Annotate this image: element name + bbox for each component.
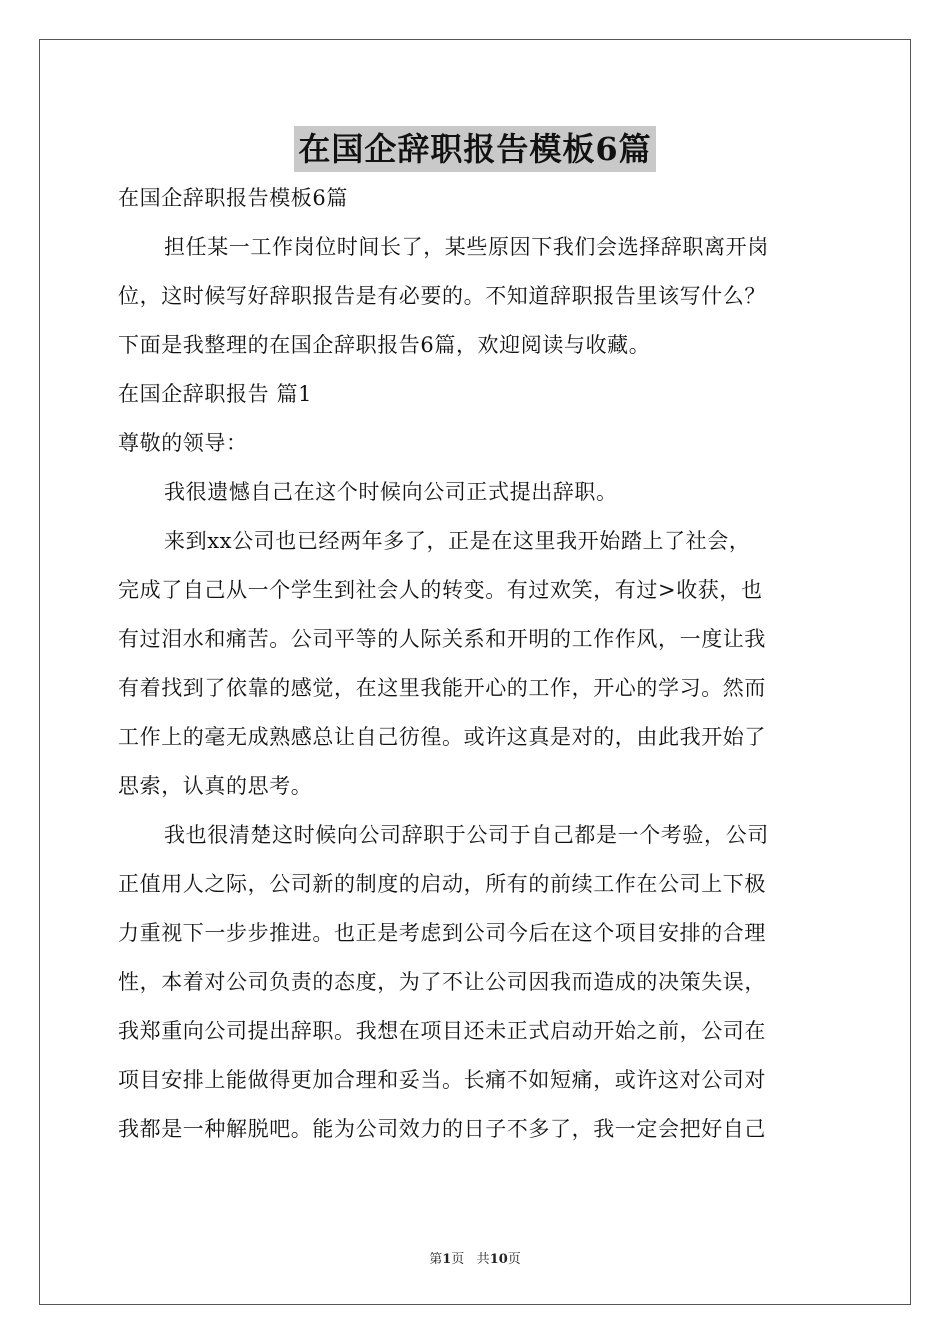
document-body	[118, 174, 834, 1154]
page-number: 1	[442, 1252, 452, 1267]
paragraph-line: 来到xx公司也已经两年多了，正是在这里我开始踏上了社会，	[164, 529, 751, 553]
document-title: 在国企辞职报告模板6篇	[294, 126, 655, 172]
paragraph-line: 工作上的毫无成熟感总让自己彷徨。或许这真是对的，由此我开始了	[118, 725, 766, 749]
paragraph-line: 我很遗憾自己在这个时候向公司正式提出辞职。	[164, 480, 618, 504]
paragraph-line: 担任某一工作岗位时间长了，某些原因下我们会选择辞职离开岗	[164, 235, 769, 259]
salutation: 尊敬的领导：	[118, 431, 248, 455]
section-heading: 在国企辞职报告 篇1	[118, 382, 313, 406]
paragraph-line: 我郑重向公司提出辞职。我想在项目还未正式启动开始之前，公司在	[118, 1019, 766, 1043]
paragraph-line: 性，本着对公司负责的态度，为了不让公司因我而造成的决策失误，	[118, 970, 766, 994]
page-total: 10	[489, 1252, 508, 1267]
page-prefix: 第	[429, 1252, 443, 1267]
paragraph-line: 力重视下一步步推进。也正是考虑到公司今后在这个项目安排的合理	[118, 921, 766, 945]
paragraph-line: 完成了自己从一个学生到社会人的转变。有过欢笑，有过>收获，也	[118, 578, 763, 602]
paragraph-line: 有着找到了依靠的感觉，在这里我能开心的工作，开心的学习。然而	[118, 676, 766, 700]
paragraph-line: 思索，认真的思考。	[118, 774, 313, 798]
page-unit: 页	[451, 1252, 465, 1267]
paragraph-line: 位，这时候写好辞职报告是有必要的。不知道辞职报告里该写什么？	[118, 284, 766, 308]
paragraph-line: 项目安排上能做得更加合理和妥当。长痛不如短痛，或许这对公司对	[118, 1068, 766, 1092]
page-footer	[0, 1248, 950, 1267]
paragraph-line: 我也很清楚这时候向公司辞职于公司于自己都是一个考验，公司	[164, 823, 769, 847]
total-prefix: 共	[476, 1252, 490, 1267]
title-block	[0, 126, 950, 172]
subtitle-line: 在国企辞职报告模板6篇	[118, 186, 348, 210]
paragraph-line: 正值用人之际，公司新的制度的启动，所有的前续工作在公司上下极	[118, 872, 766, 896]
paragraph-line: 我都是一种解脱吧。能为公司效力的日子不多了，我一定会把好自己	[118, 1117, 766, 1141]
paragraph-line: 有过泪水和痛苦。公司平等的人际关系和开明的工作作风，一度让我	[118, 627, 766, 651]
paragraph-line: 下面是我整理的在国企辞职报告6篇，欢迎阅读与收藏。	[118, 333, 651, 357]
total-unit: 页	[507, 1252, 521, 1267]
